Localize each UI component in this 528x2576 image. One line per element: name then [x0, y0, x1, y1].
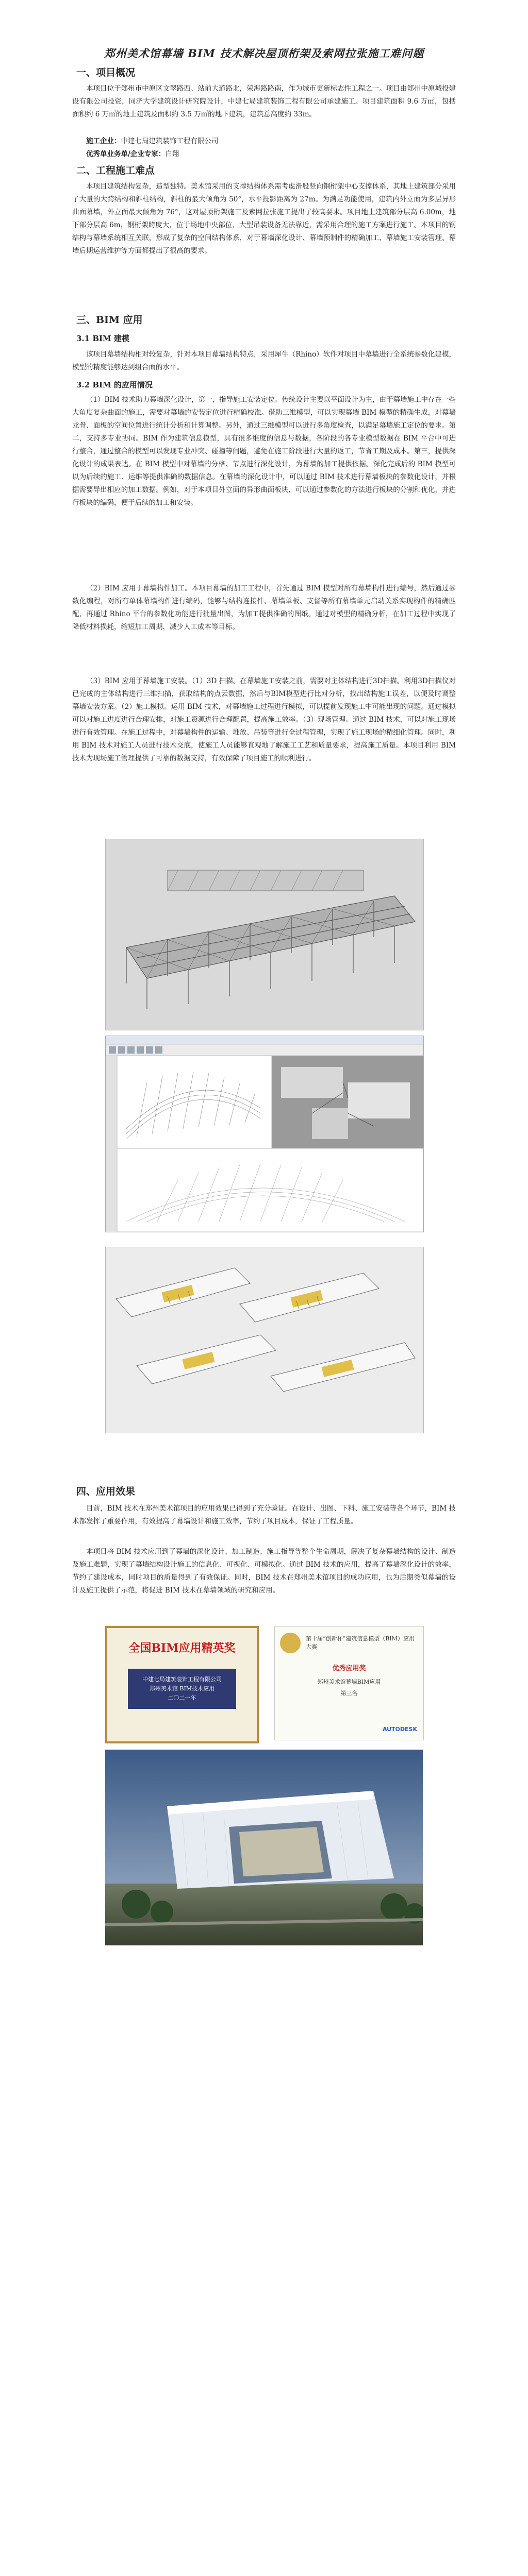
- certificate-2-line-1: 优秀应用奖: [332, 1665, 366, 1672]
- builder-value: 中建七局建筑装饰工程有限公司: [121, 137, 219, 145]
- section-4-paragraph-1: 目前，BIM 技术在郑州美术馆项目的应用效果已得到了充分验证。在设计、出图、下料、施工安装等各个环节，BIM 技术都发挥了重要作用，有效提高了幕墙设计和施工效率，节约了项目成本，保证了工程质量。: [72, 1504, 456, 1526]
- certificate-innovation-cup: [274, 1626, 424, 1740]
- autodesk-logo: AUTODESK: [382, 1726, 417, 1733]
- certificate-1-line-1: 中建七局建筑装饰工程有限公司: [142, 1676, 222, 1683]
- rhino-screenshot-drawing: [106, 1036, 423, 1232]
- section-3-2-paragraph-1: （1）BIM 技术助力幕墙深化设计，第一，指导施工安装定位。传统设计主要以平面设计为主，由于幕墙施工中存在一些大角度复杂曲面的施工，需要对幕墙的安装定位进行精确校准。借助三维模型，可以实现幕墙 BIM 模型的精确生成，对幕墙龙骨、面板的空间位置进行统计分析和计算调整。另外，通过三维模型可以进行多角度检查，以满足幕墙施工定位的要求。第二，支持多专业协同。BIM 作为建筑信息模型，具有很多维度的信息与数据，各阶段的各专业模型数据在 BIM 平台中可进行整合，通过整合的模型可以发现专业冲突、碰撞等问题，避免在施工阶段进行大量的返工，节省工期及成本。第三，提供深化设计的成果表达。在 BIM 模型中对幕墙的分格、节点进行深化设计，为幕墙的加工提供依据。深化完成后的 BIM 模型可以为后续的施工、运维等提供准确的数据信息。在幕墙的深化设计中，可以通过 BIM 技术进行幕墙板块的参数化设计，并根据需要导出相应的加工数据。例如，对于本项目外立面的异形曲面板块，可以通过参数化的方法进行板块的分割和优化，并进行板块的编码，便于后续的加工和安装。: [72, 396, 456, 507]
- section-4-heading: 四、应用效果: [76, 1486, 136, 1497]
- panel-model-drawing: [106, 1247, 423, 1433]
- certificate-2-line-2: 郑州美术馆幕墙BIM应用: [317, 1679, 381, 1685]
- section-1-heading: 一、项目概况: [76, 67, 136, 78]
- section-2-paragraph: 本项目建筑结构复杂，造型独特。美术馆采用的支撑结构体系需考虑滑股竖向钢桁架中心支撑体系，其地上建筑部分采用了大量的大跨结构和斜柱结构，斜柱的最大倾角为 50°，水平投影距离为 27m。为满足功能使用，建筑内外立面为多层异形曲面幕墙，外立面最大倾角为 76°，这对屋顶桁架施工及索网拉张施工提出了较高要求。项目地上建筑部分层高 6.00m，地下部分层高 6m，钢桁架跨度大，位于场地中央部位，大型吊装设备无法靠近，需采用合理的施工方案进行施工。本项目的钢结构与幕墙系统相互关联，形成了复杂的空间结构体系，对于幕墙深化设计、幕墙预制件的精确加工、幕墙施工安装管理、幕墙后期运营维护等方面都提出了很高的要求。: [72, 182, 456, 255]
- section-3-2-paragraph-2: （2）BIM 应用于幕墙构件加工。本项目幕墙的加工工程中，首先通过 BIM 模型对所有幕墙构件进行编号，然后通过参数化编程，对所有单体幕墙构件进行编码，能够与结构连接件、幕墙单板、支督等所有幕墙单元启动关系实现构件的精确匹配，再通过 Rhino 平台的参数化功能进行批量出图，为加工提供准确的图纸。通过对模型的精确分析，在加工过程中实现了降低材料损耗，缩短加工周期，减少人工成本等目标。: [72, 584, 456, 631]
- medal-icon: [280, 1633, 301, 1653]
- document-title: 郑州美术馆幕墙 BIM 技术解决屋顶桁架及索网拉张施工难问题: [104, 47, 424, 60]
- building-rendering-figure: [105, 1750, 423, 1945]
- section-3-1-heading: 3.1 BIM 建模: [76, 334, 129, 343]
- panel-model-figure: [105, 1247, 424, 1433]
- certificate-1-heading: 全国BIM应用精英奖: [128, 1641, 236, 1655]
- section-1-paragraph: 本项目位于郑州市中原区文翠路西、站前大道路北，荣海路路南，作为城市更新标志性工程之一。项目由郑州中原城投建设有限公司投资，同济大学建筑设计研究院设计，中建七局建筑装饰工程有限公司承建施工。项目建筑面积 9.6 万㎡，包括面积约 6 万㎡的地上建筑及面积约 3.5 万㎡的地下建筑，建筑总高度约 33m。: [72, 84, 456, 118]
- certificate-2-heading: 第十届“创新杯”建筑信息模型（BIM）应用大赛: [306, 1635, 415, 1650]
- section-3-2-paragraph-3: （3）BIM 应用于幕墙施工安装。（1）3D 扫描。在幕墙施工安装之前，需要对主体结构进行3D扫描。利用3D扫描仪对已完成的主体结构进行三维扫描，获取结构的点云数据，然后与BIM模型进行比对分析，找出结构施工误差，以便及时调整幕墙安装方案。（2）施工模拟。运用 BIM 技术，对幕墙施工过程进行模拟，可以提前发现施工中可能出现的问题。通过模拟可以对施工进度进行合理安排，对施工资源进行合理配置，提高施工效率。（3）现场管理。通过 BIM 技术，可以对施工现场进行有效管理。在施工过程中，对幕墙构件的运输、堆放、吊装等进行全过程管理，实现了施工现场的精细化管理。同时，利用 BIM 技术对施工人员进行技术交底，使施工人员能够直观地了解施工工艺和质量要求，提高施工质量。本项目利用 BIM 技术为现场施工管理提供了可靠的数据支持，有效保障了项目施工的顺利进行。: [72, 677, 456, 762]
- section-3-2-heading: 3.2 BIM 的应用情况: [76, 380, 153, 389]
- certificate-1-plaque: [128, 1669, 236, 1709]
- document-page: [72, 0, 456, 2576]
- award-line: [72, 148, 456, 161]
- certificate-1-line-3: 二〇二一年: [168, 1694, 196, 1701]
- section-2-heading: 二、工程施工难点: [76, 165, 155, 176]
- truss-model-figure: [105, 839, 424, 1030]
- truss-model-drawing: [106, 839, 423, 1030]
- award-value: 白翔: [165, 150, 179, 158]
- builder-line: [72, 135, 456, 148]
- rhino-screenshot-figure: [105, 1036, 424, 1232]
- builder-label: 施工企业：: [86, 137, 121, 145]
- building-rendering-drawing: [105, 1750, 423, 1945]
- section-3-heading: 三、BIM 应用: [76, 314, 143, 326]
- section-4-paragraph-2: 本项目将 BIM 技术应用到了幕墙的深化设计、加工制造、施工指导等整个生命周期，解决了复杂幕墙结构的设计、制造及施工难题，实现了幕墙结构设计施工的信息化、可视化、可模拟化。通过 BIM 技术的应用，提高了幕墙深化设计的效率，节约了建设成本，同时项目的质量得到了有效保证。同时，BIM 技术在郑州美术馆项目的成功应用，也为后期类似幕墙的设计及施工提供了示范，将促进 BIM 技术在幕墙领域的研究和应用。: [72, 1548, 456, 1595]
- award-label: 优秀单业务单/企业专家：: [86, 150, 166, 158]
- section-3-1-paragraph: 该项目幕墙结构相对较复杂，针对本项目幕墙结构特点，采用犀牛（Rhino）软件对项目中幕墙进行全系统参数化建模，模型的精度能够达到组合面的水平。: [72, 350, 456, 371]
- certificate-2-line-3: 第三名: [340, 1690, 358, 1697]
- certificate-1-line-2: 郑州美术馆 BIM技术应用: [149, 1685, 215, 1692]
- certificate-bim-elite-award: [105, 1626, 259, 1743]
